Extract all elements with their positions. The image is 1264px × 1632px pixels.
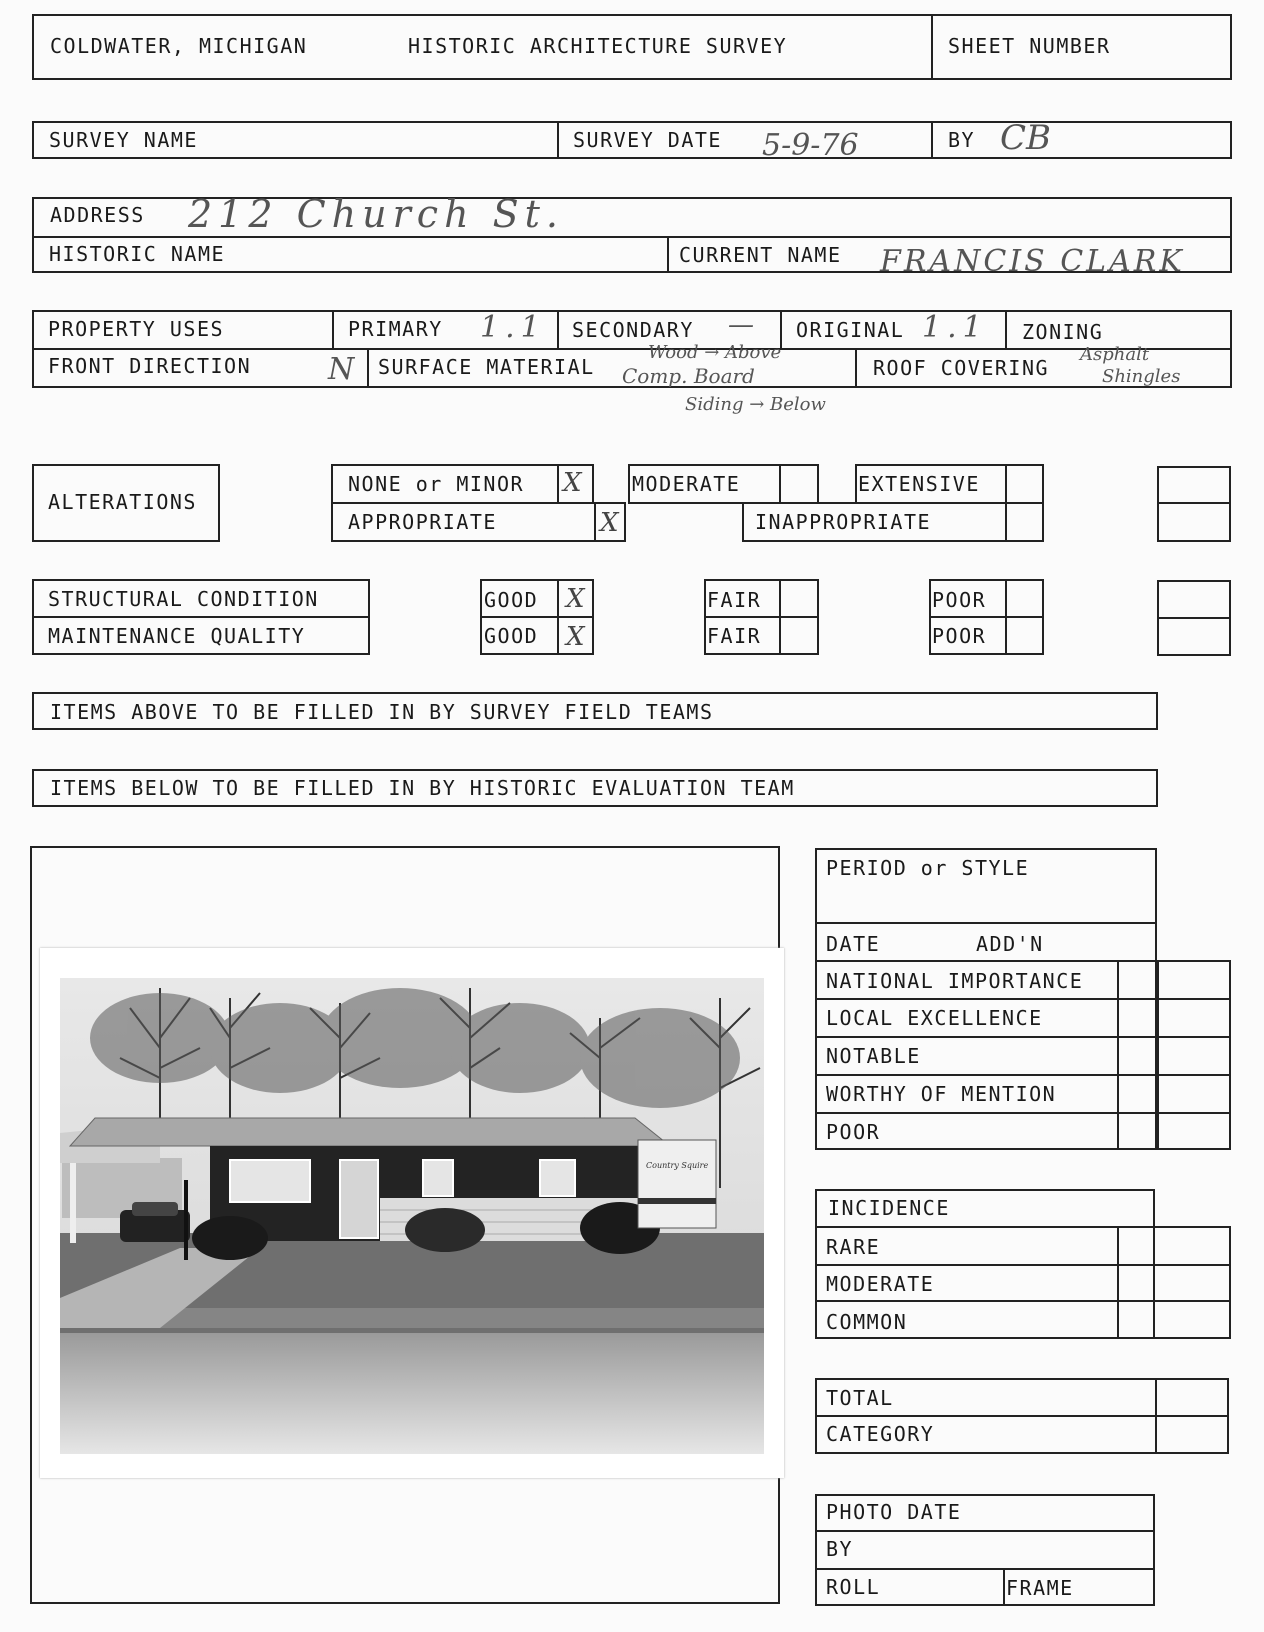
roof-note-2: Shingles [1102, 366, 1181, 387]
total-label: TOTAL [826, 1386, 894, 1410]
roof-note-1: Asphalt [1080, 344, 1150, 365]
prop-div-5 [367, 348, 369, 388]
survey-title: HISTORIC ARCHITECTURE SURVEY [408, 34, 788, 58]
appropriate-divider [594, 502, 596, 542]
roll-label: ROLL [826, 1575, 881, 1599]
eval-row-poor: POOR [826, 1120, 881, 1144]
original-value: 1.1 [922, 310, 988, 345]
none-minor-label: NONE or MINOR [348, 472, 525, 496]
maintenance-good-label: GOOD [484, 624, 539, 648]
fair-box-vdivider [779, 579, 781, 655]
survey-date-label: SURVEY DATE [573, 128, 722, 152]
incidence-line-4 [1117, 1337, 1231, 1339]
address-divider [32, 236, 1232, 238]
secondary-label: SECONDARY [572, 318, 694, 342]
roof-covering-label: ROOF COVERING [873, 356, 1050, 380]
items-below-note: ITEMS BELOW TO BE FILLED IN BY HISTORIC EVALUATION TEAM [50, 776, 795, 800]
survey-end [1230, 121, 1232, 159]
incidence-line-3 [815, 1300, 1229, 1302]
name-divider [667, 236, 669, 273]
totals-divider [815, 1415, 1229, 1417]
eval-line-4 [815, 1074, 1229, 1076]
structural-condition-label: STRUCTURAL CONDITION [48, 587, 319, 611]
alterations-label: ALTERATIONS [48, 490, 197, 514]
structural-good-mark: X [566, 584, 585, 614]
extensive-label: EXTENSIVE [858, 472, 980, 496]
property-photo [40, 948, 784, 1478]
alterations-score-divider [1157, 502, 1231, 504]
survey-div-1 [557, 121, 559, 159]
eval-row-worthy: WORTHY OF MENTION [826, 1082, 1057, 1106]
inappropriate-label: INAPPROPRIATE [755, 510, 932, 534]
good-box-divider [480, 616, 594, 618]
surface-note-3: Siding → Below [685, 394, 826, 415]
eval-line-1 [815, 960, 1229, 962]
eval-score-div-1 [1117, 960, 1119, 1150]
date-label: DATE [826, 932, 881, 956]
incidence-rare: RARE [826, 1235, 881, 1259]
appropriate-label: APPROPRIATE [348, 510, 497, 534]
by-value: CB [1000, 118, 1051, 158]
primary-value: 1.1 [480, 310, 546, 345]
structural-good-label: GOOD [484, 588, 539, 612]
city-title: COLDWATER, MICHIGAN [50, 34, 308, 58]
structural-poor-label: POOR [932, 588, 987, 612]
condition-score-divider [1157, 617, 1231, 619]
eval-score-div-3 [1229, 960, 1231, 1150]
survey-div-2 [931, 121, 933, 159]
category-label: CATEGORY [826, 1422, 935, 1446]
photo-by-label: BY [826, 1537, 854, 1561]
photo-info-line-2 [815, 1568, 1155, 1570]
eval-line-3 [815, 1036, 1229, 1038]
totals-vdivider [1155, 1378, 1157, 1454]
photo-info-line-1 [815, 1530, 1155, 1532]
fair-box-divider [704, 616, 819, 618]
eval-line-5 [815, 1112, 1229, 1114]
historic-name-label: HISTORIC NAME [49, 242, 226, 266]
sheet-number-label: SHEET NUMBER [948, 34, 1111, 58]
survey-name-label: SURVEY NAME [49, 128, 198, 152]
property-divider [32, 348, 1232, 350]
condition-labels-divider [32, 616, 370, 618]
original-label: ORIGINAL [796, 318, 905, 342]
property-uses-label: PROPERTY USES [48, 317, 225, 341]
prop-div-1 [332, 310, 334, 348]
maintenance-good-mark: X [566, 622, 585, 652]
incidence-div-1 [1117, 1226, 1119, 1339]
survey-date-value: 5-9-76 [762, 128, 859, 163]
eval-line-2 [815, 998, 1229, 1000]
incidence-label: INCIDENCE [828, 1196, 950, 1220]
none-minor-divider [557, 464, 559, 504]
none-minor-mark: X [563, 468, 582, 498]
poor-box-vdivider [1005, 579, 1007, 655]
current-name-value: FRANCIS CLARK [880, 244, 1185, 279]
poor-box-divider [929, 616, 1044, 618]
incidence-div-2 [1229, 1226, 1231, 1339]
front-direction-value: N [328, 352, 355, 387]
current-name-label: CURRENT NAME [679, 243, 842, 267]
appropriate-mark: X [600, 508, 619, 538]
moderate-label: MODERATE [632, 472, 741, 496]
primary-label: PRIMARY [348, 317, 443, 341]
address-value: 212 Church St. [188, 192, 565, 236]
surface-note-2: Comp. Board [622, 364, 755, 388]
incidence-moderate: MODERATE [826, 1272, 935, 1296]
by-label: BY [948, 128, 976, 152]
moderate-divider [779, 464, 781, 504]
prop-div-6 [855, 348, 857, 388]
prop-div-4 [1005, 310, 1007, 348]
house-photo-image [40, 948, 784, 1478]
address-label: ADDRESS [50, 203, 145, 227]
incidence-line-2 [815, 1264, 1229, 1266]
maintenance-quality-label: MAINTENANCE QUALITY [48, 624, 306, 648]
good-box-vdivider [557, 579, 559, 655]
roll-frame-divider [1003, 1568, 1005, 1606]
surface-note-1: Wood → Above [648, 342, 782, 363]
addn-label: ADD'N [976, 932, 1044, 956]
eval-line-date [815, 922, 1157, 924]
trailer-label: Country Squire [646, 1161, 709, 1170]
eval-row-national: NATIONAL IMPORTANCE [826, 969, 1084, 993]
eval-score-div-2 [1157, 960, 1159, 1150]
zoning-label: ZONING [1022, 320, 1104, 344]
period-style-label: PERIOD or STYLE [826, 856, 1030, 880]
items-above-note: ITEMS ABOVE TO BE FILLED IN BY SURVEY FIELD TEAMS [50, 700, 714, 724]
maintenance-poor-label: POOR [932, 624, 987, 648]
incidence-line-1 [815, 1226, 1229, 1228]
photo-date-label: PHOTO DATE [826, 1500, 962, 1524]
structural-fair-label: FAIR [707, 588, 762, 612]
alterations-score-box [1157, 466, 1231, 542]
front-direction-label: FRONT DIRECTION [48, 354, 252, 378]
eval-row-local: LOCAL EXCELLENCE [826, 1006, 1043, 1030]
frame-label: FRAME [1006, 1576, 1074, 1600]
secondary-value: — [728, 310, 754, 340]
eval-score-bottom [1117, 1148, 1231, 1150]
eval-row-notable: NOTABLE [826, 1044, 921, 1068]
surface-material-label: SURFACE MATERIAL [378, 355, 595, 379]
maintenance-fair-label: FAIR [707, 624, 762, 648]
prop-div-2 [557, 310, 559, 348]
incidence-common: COMMON [826, 1310, 908, 1334]
header-divider [931, 14, 933, 80]
